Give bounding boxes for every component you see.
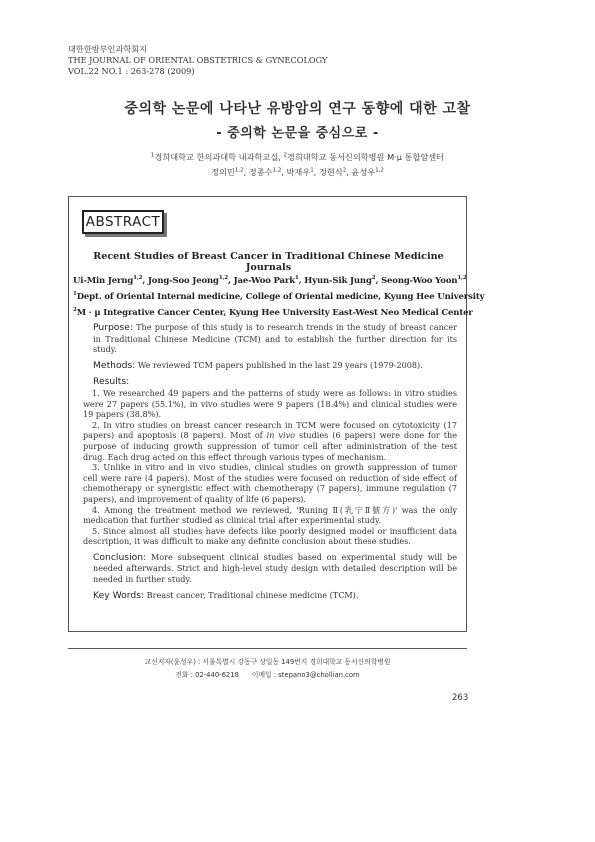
abstract-body xyxy=(83,322,457,606)
keywords-paragraph xyxy=(83,590,457,602)
author-sup: 1,2 xyxy=(133,275,143,281)
author-sup: 1,2 xyxy=(234,167,244,174)
result-item: 1. We researched 49 papers and the patterns of study were as follows: in vitro studies were 27 papers (55.1%), in vivo studies were 9 papers (18.4%) and clinical studies were 19 papers (38.8%). xyxy=(83,387,457,420)
result-item xyxy=(83,420,457,462)
affil-sup: 2 xyxy=(73,306,77,313)
results-list xyxy=(83,388,457,547)
author-sup: 1,2 xyxy=(457,275,467,281)
english-authors: Ui-Min Jerng$^{1,2}$, Jong-Soo Jeong$^{1,2}$, Jae-Woo Park$^1$, Hyun-Sik Jung$^2$, Seong-Woo Yoon$^{1,2}$ xyxy=(73,275,467,286)
author-name: Hyun-Sik Jung xyxy=(304,275,372,286)
author-name: Seong-Woo Yoon xyxy=(381,275,458,286)
corresponding-address: 교신저자(윤성우) : 서울특별시 강동구 상일동 149번지 경희대학교 동서신의학병원 xyxy=(144,658,391,666)
english-affiliation-1 xyxy=(73,288,485,304)
footer-divider xyxy=(68,648,467,649)
result-item: 5. Since almost all studies have defects like poorly designed model or insufficient data description, it was difficult to make any definite conclusion about these studies. xyxy=(83,525,457,547)
result-item-text: studies (6 papers) were done for the purpose of inducing growth suppression of tumor cell after administration of the test drug. Each drug acted on this effect through various types of mechanism. xyxy=(83,430,457,462)
affil-text: 경희대학교 동서신의학병원 M·μ 통합암센터 xyxy=(286,152,445,162)
journal-header xyxy=(68,44,327,77)
methods-paragraph xyxy=(83,360,457,372)
results-heading-wrap xyxy=(83,376,457,388)
author-name: Ui-Min Jerng xyxy=(73,275,134,286)
author-name: 박재우 xyxy=(286,167,311,177)
email: 이메일 : stepano3@chollian.com xyxy=(251,671,360,679)
abstract-label: ABSTRACT xyxy=(82,210,164,234)
keywords-heading: Key Words: xyxy=(93,589,145,601)
methods-text: We reviewed TCM papers published in the last 29 years (1979-2008). xyxy=(137,359,423,370)
author-sup: 1,2 xyxy=(272,167,282,174)
result-item-text: 2. In vitro studies on breast cancer research in TCM were focused on cytotoxicity (17 papers) and apoptosis (8 papers). Most of xyxy=(83,419,457,441)
purpose-text: The purpose of this study is to research trends in the study of breast cancer in Traditional Chinese Medicine (TCM) and to establish the further direction for its study. xyxy=(93,322,457,355)
english-title: Recent Studies of Breast Cancer in Traditional Chinese Medicine Journals xyxy=(93,251,444,273)
korean-affiliations xyxy=(0,152,595,163)
author-name: 정의민 xyxy=(211,167,235,177)
phone: 전화 : 02-440-6218 xyxy=(175,671,239,679)
keywords-text: Breast cancer, Traditional chinese medicine (TCM). xyxy=(146,589,359,600)
result-item: 3. Unlike in vitro and in vivo studies, clinical studies on growth suppression of tumor cell were rare (4 papers). Most of the studies were focused on reduction of side effect of chemotherapy or synergistic effect with chemotherapy (7 papers), immune regulation (7 papers), and improvement of quality of life (6 papers). xyxy=(83,462,457,504)
affil-sup: 2 xyxy=(283,152,287,159)
conclusion-text: More subsequent clinical studies based on experimental study will be needed afterwards. Strict and high-level study design with detailed description will be needed in further study. xyxy=(93,551,457,585)
author-name: Jong-Soo Jeong xyxy=(147,275,219,286)
affil-text: Dept. of Oriental Internal medicine, College of Oriental medicine, Kyung Hee University xyxy=(76,291,485,302)
author-sup: 2 xyxy=(342,167,347,174)
author-sup: 1 xyxy=(310,167,314,174)
result-item: 4. Among the treatment method we reviewed, 'Runing Ⅱ(乳宁Ⅱ號方)' was the only medication that further studied as clinical trial after experimental study. xyxy=(83,504,457,526)
author-name: 정현식 xyxy=(318,167,343,177)
corresponding-contact xyxy=(68,669,467,679)
abstract-box xyxy=(68,196,485,632)
journal-volume: VOL.22 NO.1 : 263-278 (2009) xyxy=(68,66,195,76)
journal-english-name: THE JOURNAL OF ORIENTAL OBSTETRICS & GYNECOLOGY xyxy=(68,55,328,65)
english-affiliation-2 xyxy=(73,304,473,320)
author-sup: 1 xyxy=(294,275,299,281)
journal-korean-name: 대한한방부인과학회지 xyxy=(68,44,148,54)
conclusion-paragraph xyxy=(83,552,457,585)
author-sup: 1,2 xyxy=(218,275,228,281)
purpose-heading: Purpose: xyxy=(93,322,133,333)
korean-title: 중의학 논문에 나타난 유방암의 연구 동향에 대한 고찰 xyxy=(124,101,471,117)
purpose-paragraph xyxy=(83,322,457,355)
author-sup: 1,2 xyxy=(375,167,384,174)
affil-text: 경희대학교 한의과대학 내과학교실, xyxy=(154,152,284,162)
result-item-italic: in vivo xyxy=(266,430,296,441)
korean-authors: 정의민$^{1,2}$, 정종수$^{1,2}$, 박재우$^1$, 정현식$^2$, 윤성우$^{1,2}$ xyxy=(211,167,384,177)
korean-subtitle: - 중의학 논문을 중심으로 - xyxy=(216,126,379,141)
author-name: 정종수 xyxy=(248,167,273,177)
author-name: 윤성우 xyxy=(351,167,376,177)
author-sup: 2 xyxy=(371,275,376,281)
conclusion-heading: Conclusion: xyxy=(93,551,147,563)
page-number: 263 xyxy=(452,693,469,703)
affil-text: M · μ Integrative Cancer Center, Kyung Hee University East-West Neo Medical Center xyxy=(76,307,473,318)
methods-heading: Methods: xyxy=(93,359,136,371)
english-authors-block xyxy=(73,272,485,319)
affil-sup: 1 xyxy=(150,152,155,159)
affil-sup: 1 xyxy=(73,290,77,297)
author-name: Jae-Woo Park xyxy=(233,275,295,286)
results-heading: Results: xyxy=(93,376,130,388)
